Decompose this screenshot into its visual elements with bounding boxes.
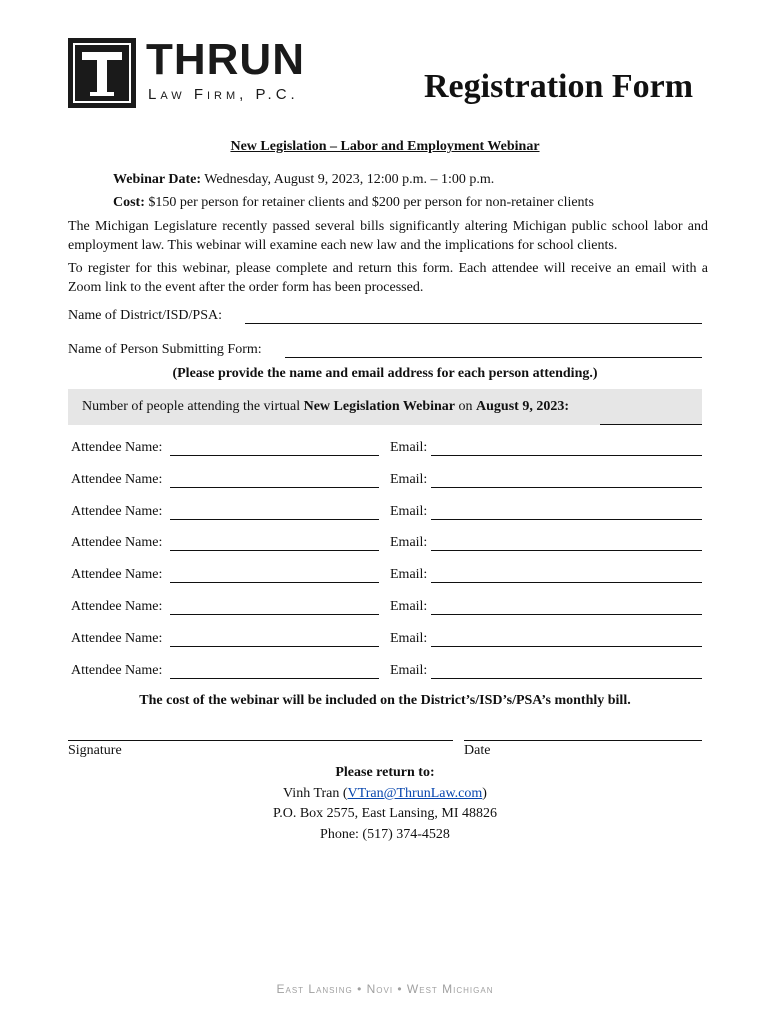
webinar-date [113,171,494,189]
attendee-email-label: Email: [390,535,428,550]
signature-label: Signature [68,743,122,758]
attendee-email-input[interactable] [431,455,702,456]
attendee-name-input[interactable] [170,519,379,520]
attendee-name-label: Attendee Name: [71,472,163,487]
return-phone: Phone: (517) 374-4528 [320,827,450,842]
return-name-close: ) [482,786,487,801]
attendee-email-label: Email: [390,631,428,646]
attendee-email-input[interactable] [431,550,702,551]
date-label: Date [464,743,491,758]
signature-input[interactable] [68,740,453,741]
webinar-title: New Legislation – Labor and Employment Webinar [230,139,540,154]
attendee-email-input[interactable] [431,519,702,520]
return-heading: Please return to: [335,765,435,780]
attendance-count-input[interactable] [600,424,702,425]
attendee-name-label: Attendee Name: [71,599,163,614]
page-title: Registration Form [424,68,694,105]
attendee-instruction: (Please provide the name and email address for each person attending.) [172,366,598,381]
attendance-prefix: Number of people attending the virtual [82,399,304,414]
attendee-email-label: Email: [390,472,428,487]
attendee-name-input[interactable] [170,455,379,456]
attendee-email-label: Email: [390,440,428,455]
attendee-email-label: Email: [390,504,428,519]
webinar-date-label: Webinar Date: [113,172,202,187]
attendee-name-label: Attendee Name: [71,504,163,519]
attendance-event: New Legislation Webinar [303,399,456,414]
cost-note: The cost of the webinar will be included on the District’s/ISD’s/PSA’s monthly bill. [139,693,631,708]
webinar-cost-value: $150 per person for retainer clients and $200 per person for non-retainer clients [144,195,594,210]
attendee-email-input[interactable] [431,678,702,679]
date-input[interactable] [464,740,702,741]
attendee-name-input[interactable] [170,646,379,647]
district-label: Name of District/ISD/PSA: [68,308,222,323]
attendee-name-label: Attendee Name: [71,663,163,678]
attendee-email-label: Email: [390,599,428,614]
submitter-input[interactable] [285,357,702,358]
district-input[interactable] [245,323,702,324]
submitter-label: Name of Person Submitting Form: [68,342,262,357]
attendance-date: August 9, 2023: [476,399,569,414]
attendee-email-input[interactable] [431,582,702,583]
logo-firm-subtitle: Law Firm, P.C. [148,86,299,103]
attendee-name-input[interactable] [170,614,379,615]
instructions-paragraph: To register for this webinar, please complete and return this form. Each attendee will receive an email with a Zoom link to the event after the order form has been processed. [68,261,708,295]
return-email-link[interactable]: VTran@ThrunLaw.com [347,786,483,801]
attendee-name-input[interactable] [170,678,379,679]
attendee-name-input[interactable] [170,550,379,551]
return-name: Vinh Tran ( [283,786,348,801]
attendee-email-input[interactable] [431,614,702,615]
webinar-cost [113,194,594,212]
attendee-name-label: Attendee Name: [71,535,163,550]
return-contact [0,786,770,802]
attendee-email-label: Email: [390,567,428,582]
attendance-mid: on [455,399,477,414]
webinar-date-value: Wednesday, August 9, 2023, 12:00 p.m. – 1:00 p.m. [201,172,495,187]
attendee-name-label: Attendee Name: [71,567,163,582]
attendance-count-label [82,399,569,415]
attendee-name-input[interactable] [170,582,379,583]
return-address: P.O. Box 2575, East Lansing, MI 48826 [273,806,497,821]
thrun-monogram-logo [68,38,136,108]
attendee-email-input[interactable] [431,487,702,488]
webinar-cost-label: Cost: [113,195,145,210]
attendee-name-label: Attendee Name: [71,440,163,455]
footer-locations: East Lansing • Novi • West Michigan [276,982,494,996]
attendee-name-input[interactable] [170,487,379,488]
attendee-name-label: Attendee Name: [71,631,163,646]
attendee-email-label: Email: [390,663,428,678]
attendee-email-input[interactable] [431,646,702,647]
logo-firm-name: THRUN [146,35,305,84]
intro-paragraph: The Michigan Legislature recently passed several bills significantly altering Michigan public school labor and employment law. This webinar will examine each new law and the implications for school clients. [68,219,708,253]
